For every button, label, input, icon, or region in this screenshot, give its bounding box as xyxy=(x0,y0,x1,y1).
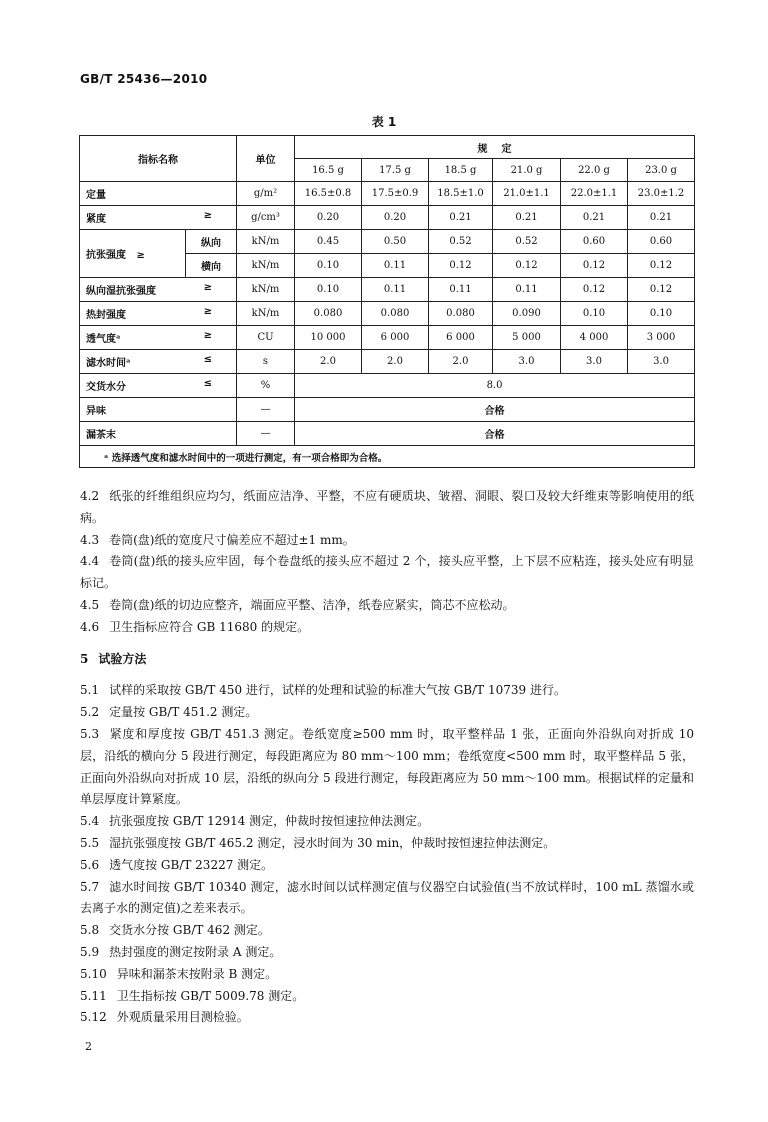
value-cell: 16.5±0.8 xyxy=(295,182,362,206)
value-cell: 0.10 xyxy=(295,278,362,302)
value-cell: 0.21 xyxy=(493,206,561,230)
value-cell: 0.080 xyxy=(429,302,493,326)
clause-5-7: 5.7 滤水时间按 GB/T 10340 测定，滤水时间以试样测定值与仪器空白试验值(当不放试样时，100 mL 蒸馏水或去离子水的测定值)之差来表示。 xyxy=(80,879,694,916)
value-cell: 0.12 xyxy=(429,254,493,278)
value-cell: 0.12 xyxy=(628,278,695,302)
header-indicator: 指标名称 xyxy=(80,136,237,182)
clause-5-10: 5.10 异味和漏茶末按附录 B 测定。 xyxy=(80,966,278,981)
row-unit: s xyxy=(237,350,295,374)
row-unit: — xyxy=(237,398,295,422)
table-header-row xyxy=(80,136,695,159)
value-cell: 6 000 xyxy=(362,326,429,350)
value-cell: 0.20 xyxy=(295,206,362,230)
clause-4-4: 4.4 卷筒(盘)纸的接头应牢固，每个卷盘纸的接头应不超过 2 个，接头应平整，上下层不应粘连，接头处应有明显标记。 xyxy=(80,554,694,591)
header-unit: 单位 xyxy=(237,136,295,182)
body-text xyxy=(80,486,694,1029)
value-cell: 合格 xyxy=(295,422,695,446)
value-cell: 0.12 xyxy=(561,254,628,278)
row-label: 定量 xyxy=(80,182,237,206)
value-cell: 3.0 xyxy=(561,350,628,374)
value-cell: 0.52 xyxy=(429,230,493,254)
clause-5-1: 5.1 试样的采取按 GB/T 450 进行，试样的处理和试验的标准大气按 GB/T 10739 进行。 xyxy=(80,683,566,698)
value-cell: 18.5±1.0 xyxy=(429,182,493,206)
value-cell: 8.0 xyxy=(295,374,695,398)
value-cell: 0.10 xyxy=(561,302,628,326)
row-label: 抗张强度 ≥ xyxy=(80,230,186,278)
row-label: 纵向湿抗张强度 ≥ xyxy=(80,278,237,302)
value-cell: 10 000 xyxy=(295,326,362,350)
value-cell: 0.45 xyxy=(295,230,362,254)
row-shuifen xyxy=(80,374,695,398)
grade-cell: 17.5 g xyxy=(362,159,429,182)
value-cell: 0.080 xyxy=(295,302,362,326)
page-number: 2 xyxy=(85,1040,92,1053)
row-label: 漏茶末 xyxy=(80,422,237,446)
value-cell: 4 000 xyxy=(561,326,628,350)
row-unit: kN/m xyxy=(237,302,295,326)
value-cell: 23.0±1.2 xyxy=(628,182,695,206)
value-cell: 3 000 xyxy=(628,326,695,350)
clause-5-5: 5.5 湿抗张强度按 GB/T 465.2 测定，浸水时间为 30 min，仲裁时按恒速拉伸法测定。 xyxy=(80,835,556,850)
grade-cell: 22.0 g xyxy=(561,159,628,182)
row-symbol: ≥ xyxy=(203,210,212,221)
row-unit: g/cm³ xyxy=(237,206,295,230)
clause-5-9: 5.9 热封强度的测定按附录 A 测定。 xyxy=(80,944,282,959)
value-cell: 0.21 xyxy=(561,206,628,230)
row-touqi xyxy=(80,326,695,350)
row-yiwei xyxy=(80,398,695,422)
row-jindu xyxy=(80,206,695,230)
row-label: 滤水时间ᵃ ≤ xyxy=(80,350,237,374)
clause-5-12: 5.12 外观质量采用目测检验。 xyxy=(80,1010,249,1025)
row-dingliang xyxy=(80,182,695,206)
value-cell: 2.0 xyxy=(362,350,429,374)
value-cell: 0.50 xyxy=(362,230,429,254)
row-kangzhang-zong xyxy=(80,230,695,254)
value-cell: 0.21 xyxy=(429,206,493,230)
row-label: 透气度ᵃ ≥ xyxy=(80,326,237,350)
table-footnote-row xyxy=(80,446,695,468)
value-cell: 17.5±0.9 xyxy=(362,182,429,206)
direction-label: 横向 xyxy=(186,254,237,278)
row-symbol: ≤ xyxy=(203,378,212,389)
row-unit: g/m² xyxy=(237,182,295,206)
clause-5-3: 5.3 紧度和厚度按 GB/T 451.3 测定。卷纸宽度≥500 mm 时，取平整样品 1 张，正面向外沿纵向对折成 10 层，沿纸的横向分 5 段进行测定，每段距离应为 80 mm～100 mm；卷纸宽度<500 mm 时，取平整样品 5 张，正面向外沿纵向对折成 10 层，沿纸的纵向分 5 段进行测定，每段距离应为 50 mm～100 mm。根据试样的定量和单层厚度计算紧度。 xyxy=(80,726,694,807)
row-loucha xyxy=(80,422,695,446)
row-symbol: ≥ xyxy=(203,282,212,293)
value-cell: 0.12 xyxy=(561,278,628,302)
clause-5-11: 5.11 卫生指标按 GB/T 5009.78 测定。 xyxy=(80,988,305,1003)
row-unit: kN/m xyxy=(237,254,295,278)
clause-4-6: 4.6 卫生指标应符合 GB 11680 的规定。 xyxy=(80,619,310,634)
grade-cell: 21.0 g xyxy=(493,159,561,182)
value-cell: 0.12 xyxy=(493,254,561,278)
table-title: 表 1 xyxy=(371,115,397,129)
spec-table xyxy=(79,135,695,468)
row-symbol: ≤ xyxy=(203,354,212,365)
standard-code: GB/T 25436—2010 xyxy=(80,72,208,86)
value-cell: 22.0±1.1 xyxy=(561,182,628,206)
row-unit: kN/m xyxy=(237,278,295,302)
value-cell: 0.10 xyxy=(628,302,695,326)
clause-5-8: 5.8 交货水分按 GB/T 462 测定。 xyxy=(80,923,270,938)
value-cell: 0.60 xyxy=(561,230,628,254)
value-cell: 0.12 xyxy=(628,254,695,278)
section-5-heading: 5 试验方法 xyxy=(80,651,147,666)
row-label: 异味 xyxy=(80,398,237,422)
value-cell: 2.0 xyxy=(295,350,362,374)
value-cell: 0.080 xyxy=(362,302,429,326)
row-symbol: ≥ xyxy=(203,306,212,317)
row-refeng xyxy=(80,302,695,326)
value-cell: 合格 xyxy=(295,398,695,422)
value-cell: 6 000 xyxy=(429,326,493,350)
value-cell: 0.11 xyxy=(429,278,493,302)
value-cell: 0.11 xyxy=(493,278,561,302)
clause-4-2: 4.2 纸张的纤维组织应均匀，纸面应洁净、平整，不应有硬质块、皱褶、洞眼、裂口及较大纤维束等影响使用的纸病。 xyxy=(80,489,694,525)
value-cell: 0.52 xyxy=(493,230,561,254)
row-unit: kN/m xyxy=(237,230,295,254)
value-cell: 3.0 xyxy=(493,350,561,374)
clause-5-2: 5.2 定量按 GB/T 451.2 测定。 xyxy=(80,705,258,720)
row-unit: — xyxy=(237,422,295,446)
grade-cell: 18.5 g xyxy=(429,159,493,182)
clause-4-3: 4.3 卷筒(盘)纸的宽度尺寸偏差应不超过±1 mm。 xyxy=(80,532,355,547)
row-unit: CU xyxy=(237,326,295,350)
clause-5-4: 5.4 抗张强度按 GB/T 12914 测定，仲裁时按恒速拉伸法测定。 xyxy=(80,814,430,829)
value-cell: 5 000 xyxy=(493,326,561,350)
value-cell: 21.0±1.1 xyxy=(493,182,561,206)
row-symbol: ≥ xyxy=(203,330,212,341)
value-cell: 0.60 xyxy=(628,230,695,254)
row-shikang xyxy=(80,278,695,302)
direction-label: 纵向 xyxy=(186,230,237,254)
row-label: 交货水分 ≤ xyxy=(80,374,237,398)
value-cell: 0.20 xyxy=(362,206,429,230)
row-lvshui xyxy=(80,350,695,374)
value-cell: 0.21 xyxy=(628,206,695,230)
value-cell: 3.0 xyxy=(628,350,695,374)
value-cell: 0.11 xyxy=(362,254,429,278)
clause-4-5: 4.5 卷筒(盘)纸的切边应整齐，端面应平整、洁净，纸卷应紧实，筒芯不应松动。 xyxy=(80,597,515,612)
grade-cell: 16.5 g xyxy=(295,159,362,182)
grade-cell: 23.0 g xyxy=(628,159,695,182)
header-spec: 规 定 xyxy=(295,136,695,159)
value-cell: 0.090 xyxy=(493,302,561,326)
row-label: 紧度 ≥ xyxy=(80,206,237,230)
row-label: 热封强度 ≥ xyxy=(80,302,237,326)
value-cell: 2.0 xyxy=(429,350,493,374)
clause-5-6: 5.6 透气度按 GB/T 23227 测定。 xyxy=(80,857,274,872)
value-cell: 0.11 xyxy=(362,278,429,302)
table-footnote: ᵃ 选择透气度和滤水时间中的一项进行测定，有一项合格即为合格。 xyxy=(80,446,695,468)
row-unit: % xyxy=(237,374,295,398)
value-cell: 0.10 xyxy=(295,254,362,278)
